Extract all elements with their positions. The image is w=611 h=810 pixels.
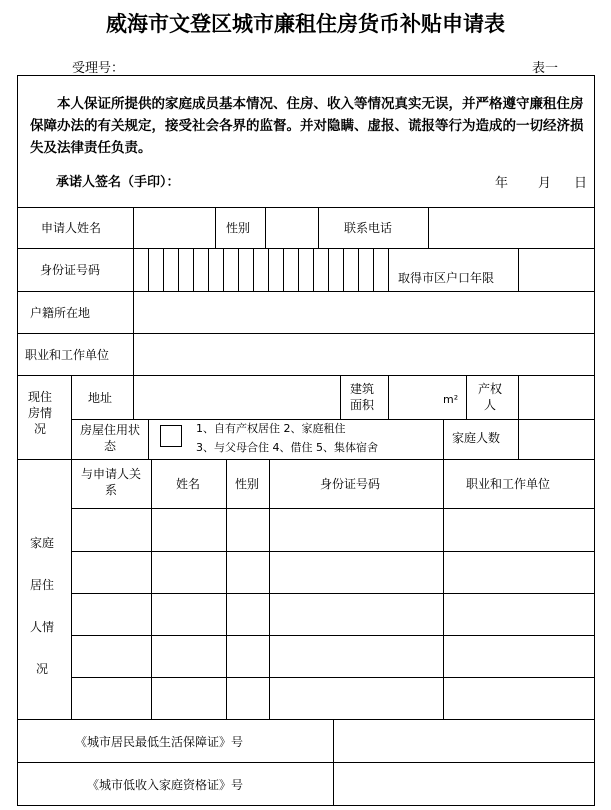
family-occupation-header: 职业和工作单位 bbox=[466, 477, 551, 491]
col-divider bbox=[226, 459, 227, 719]
row-divider bbox=[71, 593, 595, 594]
acceptance-number-label: 受理号： bbox=[72, 61, 125, 76]
col-divider bbox=[443, 419, 444, 459]
col-divider bbox=[428, 207, 429, 248]
row-divider bbox=[17, 719, 595, 720]
row-divider bbox=[71, 551, 595, 552]
family-id-header: 身份证号码 bbox=[320, 477, 381, 491]
applicant-name-label: 申请人姓名 bbox=[41, 221, 102, 235]
row-divider bbox=[17, 207, 595, 208]
col-divider bbox=[443, 459, 444, 719]
col-divider bbox=[388, 375, 389, 419]
id-digit-divider bbox=[283, 248, 284, 291]
id-digit-divider bbox=[298, 248, 299, 291]
id-digit-divider bbox=[148, 248, 149, 291]
col-divider bbox=[71, 459, 72, 719]
id-digit-divider bbox=[223, 248, 224, 291]
housing-status-label: 房屋住用状态 bbox=[80, 423, 141, 453]
id-digit-divider bbox=[343, 248, 344, 291]
address-label: 地址 bbox=[88, 391, 113, 405]
id-digit-divider bbox=[193, 248, 194, 291]
family-gender-header: 性别 bbox=[235, 477, 260, 491]
id-digit-divider bbox=[238, 248, 239, 291]
housing-status-checkbox[interactable] bbox=[160, 425, 182, 447]
form-number: 表一 bbox=[532, 61, 559, 76]
col-divider bbox=[333, 719, 334, 762]
id-digit-divider bbox=[253, 248, 254, 291]
id-digit-divider bbox=[388, 248, 389, 291]
col-divider bbox=[71, 375, 72, 459]
family-size-label: 家庭人数 bbox=[452, 431, 501, 445]
col-divider bbox=[265, 207, 266, 248]
col-divider bbox=[151, 459, 152, 719]
id-digit-divider bbox=[208, 248, 209, 291]
housing-options-line-2: 3、与父母合住 4、借住 5、集体宿舍 bbox=[196, 441, 378, 454]
id-digit-divider bbox=[178, 248, 179, 291]
housing-options-line-1: 1、自有产权居住 2、家庭租住 bbox=[196, 422, 346, 435]
row-divider bbox=[71, 419, 595, 420]
area-unit: m² bbox=[443, 393, 459, 406]
col-divider bbox=[133, 375, 134, 419]
subsistence-certificate-label: 《城市居民最低生活保障证》号 bbox=[75, 735, 244, 749]
row-divider bbox=[17, 762, 595, 763]
row-divider bbox=[17, 459, 595, 460]
date-month: 月 bbox=[538, 176, 552, 191]
id-digit-divider bbox=[268, 248, 269, 291]
low-income-certificate-label: 《城市低收入家庭资格证》号 bbox=[87, 778, 244, 792]
id-digit-divider bbox=[373, 248, 374, 291]
family-name-header: 姓名 bbox=[176, 477, 201, 491]
row-divider bbox=[71, 508, 595, 509]
floor-area-label: 建筑面积 bbox=[349, 382, 374, 412]
col-divider bbox=[518, 248, 519, 291]
id-number-label: 身份证号码 bbox=[40, 263, 101, 277]
col-divider bbox=[133, 207, 134, 291]
relation-header: 与申请人关系 bbox=[80, 467, 141, 497]
col-divider bbox=[215, 207, 216, 248]
col-divider bbox=[133, 291, 134, 375]
id-digit-divider bbox=[328, 248, 329, 291]
col-divider bbox=[518, 375, 519, 419]
row-divider bbox=[17, 291, 595, 292]
household-registration-label: 户籍所在地 bbox=[30, 306, 91, 320]
owner-label: 产权人 bbox=[477, 382, 502, 412]
form-title: 威海市文登区城市廉租住房货币补贴申请表 bbox=[106, 11, 505, 36]
date-year: 年 bbox=[495, 176, 509, 191]
row-divider bbox=[17, 375, 595, 376]
row-divider bbox=[17, 248, 595, 249]
date-day: 日 bbox=[574, 176, 588, 191]
hukou-years-label: 取得市区户口年限 bbox=[398, 271, 495, 285]
current-housing-section-label: 现住房情况 bbox=[27, 390, 52, 436]
id-digit-divider bbox=[358, 248, 359, 291]
id-digit-divider bbox=[163, 248, 164, 291]
family-section-label: 家庭居住人情况 bbox=[29, 536, 54, 676]
col-divider bbox=[148, 419, 149, 459]
id-digit-divider bbox=[313, 248, 314, 291]
row-divider bbox=[71, 677, 595, 678]
phone-label: 联系电话 bbox=[344, 221, 393, 235]
gender-label: 性别 bbox=[226, 221, 251, 235]
signature-label: 承诺人签名（手印）： bbox=[56, 175, 180, 190]
col-divider bbox=[333, 762, 334, 806]
pledge-text: 本人保证所提供的家庭成员基本情况、住房、收入等情况真实无误，并严格遵守廉租住房保障办法的有关规定，接受社会各界的监督。并对隐瞒、虚报、谎报等行为造成的一切经济损失及法律责任负责。 bbox=[30, 96, 584, 156]
col-divider bbox=[318, 207, 319, 248]
row-divider bbox=[17, 333, 595, 334]
col-divider bbox=[518, 419, 519, 459]
col-divider bbox=[340, 375, 341, 419]
occupation-label: 职业和工作单位 bbox=[25, 348, 110, 362]
col-divider bbox=[466, 375, 467, 419]
row-divider bbox=[71, 635, 595, 636]
col-divider bbox=[269, 459, 270, 719]
